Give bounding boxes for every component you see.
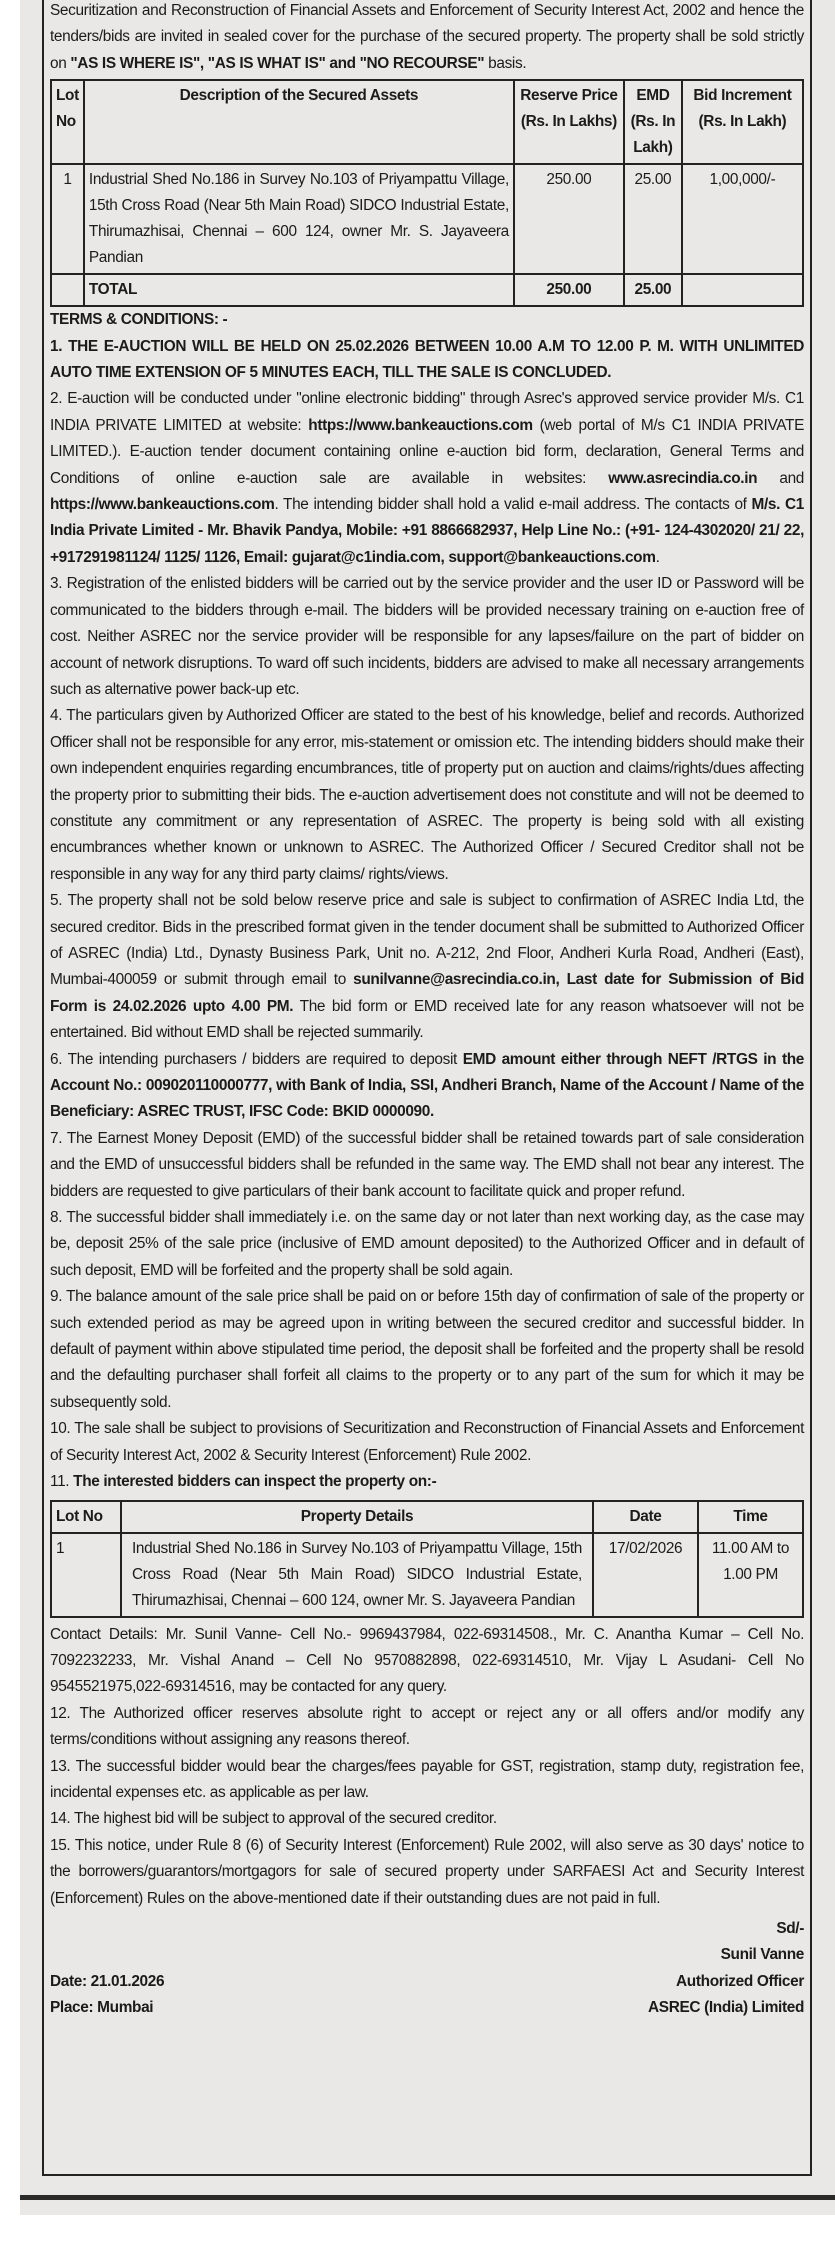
text: 6. The intending purchasers / bidders are required to deposit <box>50 1050 463 1068</box>
officer-designation: Authorized Officer <box>676 1972 804 1990</box>
text: The bid form or EMD received late for any reason whatsoever will not be entertained. Bid without EMD shall be rejected summarily. <box>50 997 804 1042</box>
bold-text: https://www.bankeauctions.com <box>308 416 533 434</box>
text: 10. The sale shall be subject to provisions of Securitization and Reconstruction of Financial Assets and Enforcement of Security Interest Act, 2002 & Security Interest (Enforcement) Rule 2002. <box>50 1420 804 1464</box>
lot-no: 1 <box>51 164 84 274</box>
col-property-details: Property Details <box>121 1501 593 1533</box>
term-3 <box>50 571 804 703</box>
term-8 <box>50 1205 804 1284</box>
contact-details: Contact Details: Mr. Sunil Vanne- Cell No.- 9969437984, 022-69314508., Mr. C. Anantha Kumar – Cell No. 7092232233, Mr. Vishal Anand – Cell No 9570882898, 022-69314510, Mr. Vijay L Asudani- Cell No 9545521975,022-69314516, may be contacted for any query. <box>50 1625 804 1696</box>
terms-heading: TERMS & CONDITIONS: - <box>50 311 228 329</box>
text: . The intending bidder shall hold a valid e-mail address. The contacts of <box>274 496 752 514</box>
notice-date: Date: 21.01.2026 <box>50 1972 165 1990</box>
empty-cell <box>51 274 84 306</box>
lot-no: 1 <box>51 1533 121 1617</box>
bold-text: The interested bidders can inspect the property on:- <box>73 1473 437 1491</box>
bottom-rule <box>20 2195 835 2200</box>
emd: 25.00 <box>624 164 682 274</box>
total-reserve: 250.00 <box>514 274 624 306</box>
term-10 <box>50 1416 804 1469</box>
empty-cell <box>682 274 803 306</box>
term-14: 14. The highest bid will be subject to approval of the secured creditor. <box>50 1810 497 1828</box>
text: basis. <box>484 54 527 72</box>
asset-description: Industrial Shed No.186 in Survey No.103 of Priyampattu Village, 15th Cross Road (Near 5th Main Road) SIDCO Industrial Estate, Thirumazhisai, Chennai – 600 124, owner Mr. S. Jayaveera Pandian <box>84 164 514 274</box>
col-lot-no: Lot No <box>51 80 84 164</box>
table-row <box>51 164 803 274</box>
intro-paragraph <box>50 0 804 77</box>
terms-list <box>50 334 804 1496</box>
text: 2. E-auction will be conducted under "online electronic bidding" through Asrec's approved service provider M/s. C1 INDIA PRIVATE LIMITED at website: <box>50 390 804 434</box>
term-1 <box>50 334 804 387</box>
total-label: TOTAL <box>84 274 514 306</box>
bold-text: 1. THE E-AUCTION WILL BE HELD ON 25.02.2026 BETWEEN 10.00 A.M TO 12.00 P. M. WITH UNLIMITED AUTO TIME EXTENSION OF 5 MINUTES EACH, TILL THE SALE IS CONCLUDED. <box>50 337 804 382</box>
bold-text: https://www.bankeauctions.com <box>50 496 275 514</box>
text: 3. Registration of the enlisted bidders will be carried out by the service provider and the user ID or Password will be communicated to the bidders through e-mail. The bidders will be provided necessary training on e-auction free of cost. Neither ASREC nor the service provider will be responsible for any lapses/failure on the part of bidder on account of network disruptions. To ward off such incidents, bidders are advised to make all necessary arrangements such as alternative power back-up etc. <box>50 575 804 698</box>
table-header-row <box>51 1501 803 1533</box>
company-name: ASREC (India) Limited <box>648 1999 804 2017</box>
col-lot-no: Lot No <box>51 1501 121 1533</box>
bold-text: M/s. C1 India Private Limited - Mr. Bhavik Pandya, Mobile: +91 8866682937, Help Line No.: (+91- 124-4302020/ 21/ 22, +917291981124/ 1125/ 1126, Email: gujarat@c1india.com, support@bankeauctions.com <box>50 496 804 566</box>
col-emd: EMD (Rs. In Lakh) <box>624 80 682 164</box>
text: 4. The particulars given by Authorized Officer are stated to the best of his knowledge, belief and records. Authorized Officer shall not be responsible for any error, mis-statement or omission etc. The intending bidders should make their own independent enquiries regarding encumbrances, title of property put on auction and claims/rights/dues affecting the property prior to submitting their bids. The e-auction advertisement does not constitute and will not be deemed to constitute any commitment or any representation of ASREC. The property is being sold with all existing encumbrances whether known or unknown to ASREC. The Authorized Officer / Secured Creditor shall not be responsible in any way for any third party claims/ rights/views. <box>50 707 804 883</box>
term-6 <box>50 1047 804 1126</box>
term-9 <box>50 1284 804 1416</box>
text: and <box>757 469 804 487</box>
term-2 <box>50 386 804 571</box>
text: 7. The Earnest Money Deposit (EMD) of the successful bidder shall be retained towards part of sale consideration and the EMD of unsuccessful bidders shall be refunded in the same way. The EMD shall not bear any interest. The bidders are requested to give particulars of their bank account to facilitate quick and proper refund. <box>50 1129 804 1200</box>
signatory <box>648 1916 804 2022</box>
inspection-table <box>50 1500 804 1618</box>
total-emd: 25.00 <box>624 274 682 306</box>
term-7 <box>50 1126 804 1205</box>
bold-text: www.asrecindia.co.in <box>608 469 758 487</box>
text: 5. The property shall not be sold below reserve price and sale is subject to confirmation of ASREC India Ltd, the secured creditor. Bids in the prescribed format given in the tender document shall be submitted to Authorized Officer of ASREC (India) Ltd., Dynasty Business Park, Unit no. A-212, 2nd Floor, Andheri Kurla Road, Andheri (East), Mumbai-400059 or submit through email to <box>50 892 804 989</box>
col-time: Time <box>698 1501 803 1533</box>
notice-place: Place: Mumbai <box>50 1999 154 2017</box>
text: (web portal of M/s C1 INDIA PRIVATE LIMITED.). E-auction tender document containing online e-auction bid form, declaration, General Terms and Conditions of online e-auction sale are available in websites: <box>50 416 804 487</box>
col-reserve-price: Reserve Price (Rs. In Lakhs) <box>514 80 624 164</box>
text: 11. <box>50 1473 74 1491</box>
text: . <box>655 548 660 566</box>
property-details: Industrial Shed No.186 in Survey No.103 of Priyampattu Village, 15th Cross Road (Near 5th Main Road) SIDCO Industrial Estate, Thirumazhisai, Chennai – 600 124, owner Mr. S. Jayaveera Pandian <box>121 1533 593 1617</box>
term-12: 12. The Authorized officer reserves absolute right to accept or reject any or all offers and/or modify any terms/conditions without assigning any reasons thereof. <box>50 1704 804 1749</box>
table-row <box>51 1533 803 1617</box>
term-13: 13. The successful bidder would bear the charges/fees payable for GST, registration, stamp duty, registration fee, incidental expenses etc. as applicable as per law. <box>50 1757 804 1801</box>
bid-increment: 1,00,000/- <box>682 164 803 274</box>
total-row <box>51 274 803 306</box>
text: 8. The successful bidder shall immediately i.e. on the same day or not later than next working day, as the case may be, deposit 25% of the sale price (inclusive of EMD amount deposited) to the Authorized Officer and in default of such deposit, EMD will be forfeited and the property shall be sold again. <box>50 1209 804 1279</box>
col-description: Description of the Secured Assets <box>84 80 514 164</box>
term-15: 15. This notice, under Rule 8 (6) of Security Interest (Enforcement) Rule 2002, will also serve as 30 days' notice to the borrowers/guarantors/mortgagors for sale of secured property under SARFAESI Act and Security Interest (Enforcement) Rules on the above-mentioned date if their outstanding dues are not paid in full. <box>50 1836 804 1907</box>
officer-name: Sunil Vanne <box>720 1946 804 1964</box>
auction-notice <box>42 0 812 2176</box>
inspection-date: 17/02/2026 <box>593 1533 698 1617</box>
table-header-row <box>51 80 803 164</box>
signature-block <box>50 1916 804 2022</box>
col-bid-increment: Bid Increment (Rs. In Lakh) <box>682 80 803 164</box>
term-4 <box>50 703 804 888</box>
term-11 <box>50 1469 804 1495</box>
secured-assets-table <box>50 79 804 307</box>
sd-mark: Sd/- <box>776 1919 804 1937</box>
text: Securitization and Reconstruction of Financial Assets and Enforcement of Security Interest Act, 2002 and hence the tenders/bids are invited in sealed cover for the purchase of the secured property. The property shall be sold strictly on <box>50 2 804 72</box>
term-5 <box>50 888 804 1046</box>
bold-text: "AS IS WHERE IS", "AS IS WHAT IS" and "NO RECOURSE" <box>70 54 485 72</box>
bold-text: EMD amount either through NEFT /RTGS in the Account No.: 009020110000777, with Bank of India, SSI, Andheri Branch, Name of the Account / Name of the Beneficiary: ASREC TRUST, IFSC Code: BKID 0000090. <box>50 1050 804 1121</box>
text: 9. The balance amount of the sale price shall be paid on or before 15th day of confirmation of sale of the property or such extended period as may be agreed upon in writing between the secured creditor and successful bidder. In default of payment within above stipulated time period, the deposit shall be forfeited and the property shall be resold and the defaulting purchaser shall forfeit all claims to the property or to any part of the sum for which it may be subsequently sold. <box>50 1288 804 1411</box>
inspection-time: 11.00 AM to 1.00 PM <box>698 1533 803 1617</box>
reserve-price: 250.00 <box>514 164 624 274</box>
date-place <box>50 1969 164 2022</box>
bold-text: sunilvanne@asrecindia.co.in, Last date for Submission of Bid Form is 24.02.2026 upto 4.00 PM. <box>50 971 804 1015</box>
col-date: Date <box>593 1501 698 1533</box>
